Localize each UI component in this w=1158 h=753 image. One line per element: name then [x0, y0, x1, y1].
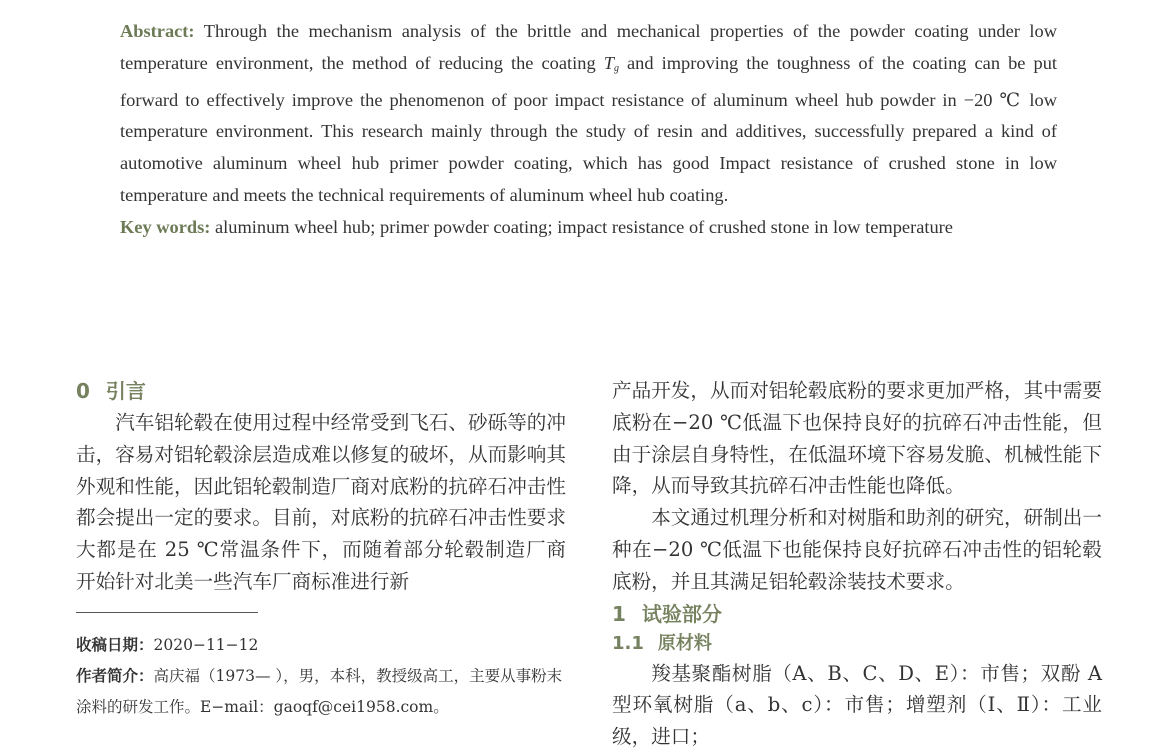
- abstract-block: [120, 16, 1057, 244]
- abstract-text-pre: Through the mechanism analysis of the brittle and mechanical properties of the powder coating under low temperature environment, the method of reducing the coating: [120, 21, 1057, 73]
- received-label: 收稿日期：: [76, 636, 154, 654]
- keywords-text: aluminum wheel hub; primer powder coating; impact resistance of crushed stone in low temperature: [210, 216, 953, 237]
- abstract-text-post: and improving the toughness of the coating can be put forward to effectively improve the phenomenon of poor impact resistance of aluminum wheel hub powder in −20 ℃ low temperature environment. This research mainly through the study of resin and additives, successfully prepared a kind of automotive aluminum wheel hub primer powder coating, which has good Impact resistance of crushed stone in low temperature and meets the technical requirements of aluminum wheel hub coating.: [120, 52, 1058, 205]
- footnote-divider: [76, 612, 258, 613]
- section-0-title: 引言: [105, 379, 146, 403]
- section-1-title: 试验部分: [641, 601, 722, 626]
- materials-paragraph: 羧基聚酯树脂（A、B、C、D、E）：市售；双酚 A 型环氧树脂（a、b、c）：市售；增塑剂（Ⅰ、Ⅱ）：工业级，进口；: [612, 661, 1102, 749]
- subsection-1-1-number: 1.1: [612, 632, 644, 654]
- author-bio-line: [76, 661, 566, 723]
- section-0-heading: [76, 375, 566, 407]
- section-1-heading: [612, 598, 1102, 630]
- left-column: [76, 375, 566, 598]
- abstract-label: Abstract:: [120, 21, 195, 41]
- section-1-number: 1: [612, 601, 626, 626]
- author-label: 作者简介：: [76, 667, 154, 685]
- right-column: [612, 375, 1102, 753]
- purpose-paragraph: 本文通过机理分析和对树脂和助剂的研究，研制出一种在−20 ℃低温下也能保持良好抗碎石冲击性的铝轮毂底粉，并且其满足铝轮毂涂装技术要求。: [612, 506, 1102, 593]
- received-date-line: [76, 630, 566, 661]
- subsection-1-1-title: 原材料: [657, 632, 712, 654]
- intro-paragraph: 汽车铝轮毂在使用过程中经常受到飞石、砂砾等的冲击，容易对铝轮毂涂层造成难以修复的破坏，从而影响其外观和性能，因此铝轮毂制造厂商对底粉的抗碎石冲击性都会提出一定的要求。目前，对底粉的抗碎石冲击性要求大都是在 25 ℃常温条件下，而随着部分轮毂制造厂商开始针对北美一些汽车厂商标准进行新: [76, 411, 566, 593]
- tg-subscript: g: [613, 62, 619, 74]
- intro-paragraph-continued: 产品开发，从而对铝轮毂底粉的要求更加严格，其中需要底粉在−20 ℃低温下也保持良好的抗碎石冲击性能，但由于涂层自身特性，在低温环境下容易发脆、机械性能下降，从而导致其抗碎石冲击性能也降低。: [612, 379, 1102, 498]
- tg-symbol: [604, 53, 619, 73]
- footnote: [76, 630, 566, 723]
- section-0-number: 0: [76, 379, 90, 403]
- abstract-paragraph: [120, 16, 1057, 212]
- keywords-paragraph: [120, 212, 1057, 244]
- subsection-1-1-heading: [612, 630, 1102, 658]
- tg-letter: T: [603, 52, 614, 73]
- received-value: 2020−11−12: [153, 636, 259, 654]
- author-value: 高庆福（1973— ），男，本科，教授级高工，主要从事粉末涂料的研发工作。E−mail：gaoqf@cei1958.com。: [76, 667, 563, 716]
- keywords-label: Key words:: [120, 216, 211, 237]
